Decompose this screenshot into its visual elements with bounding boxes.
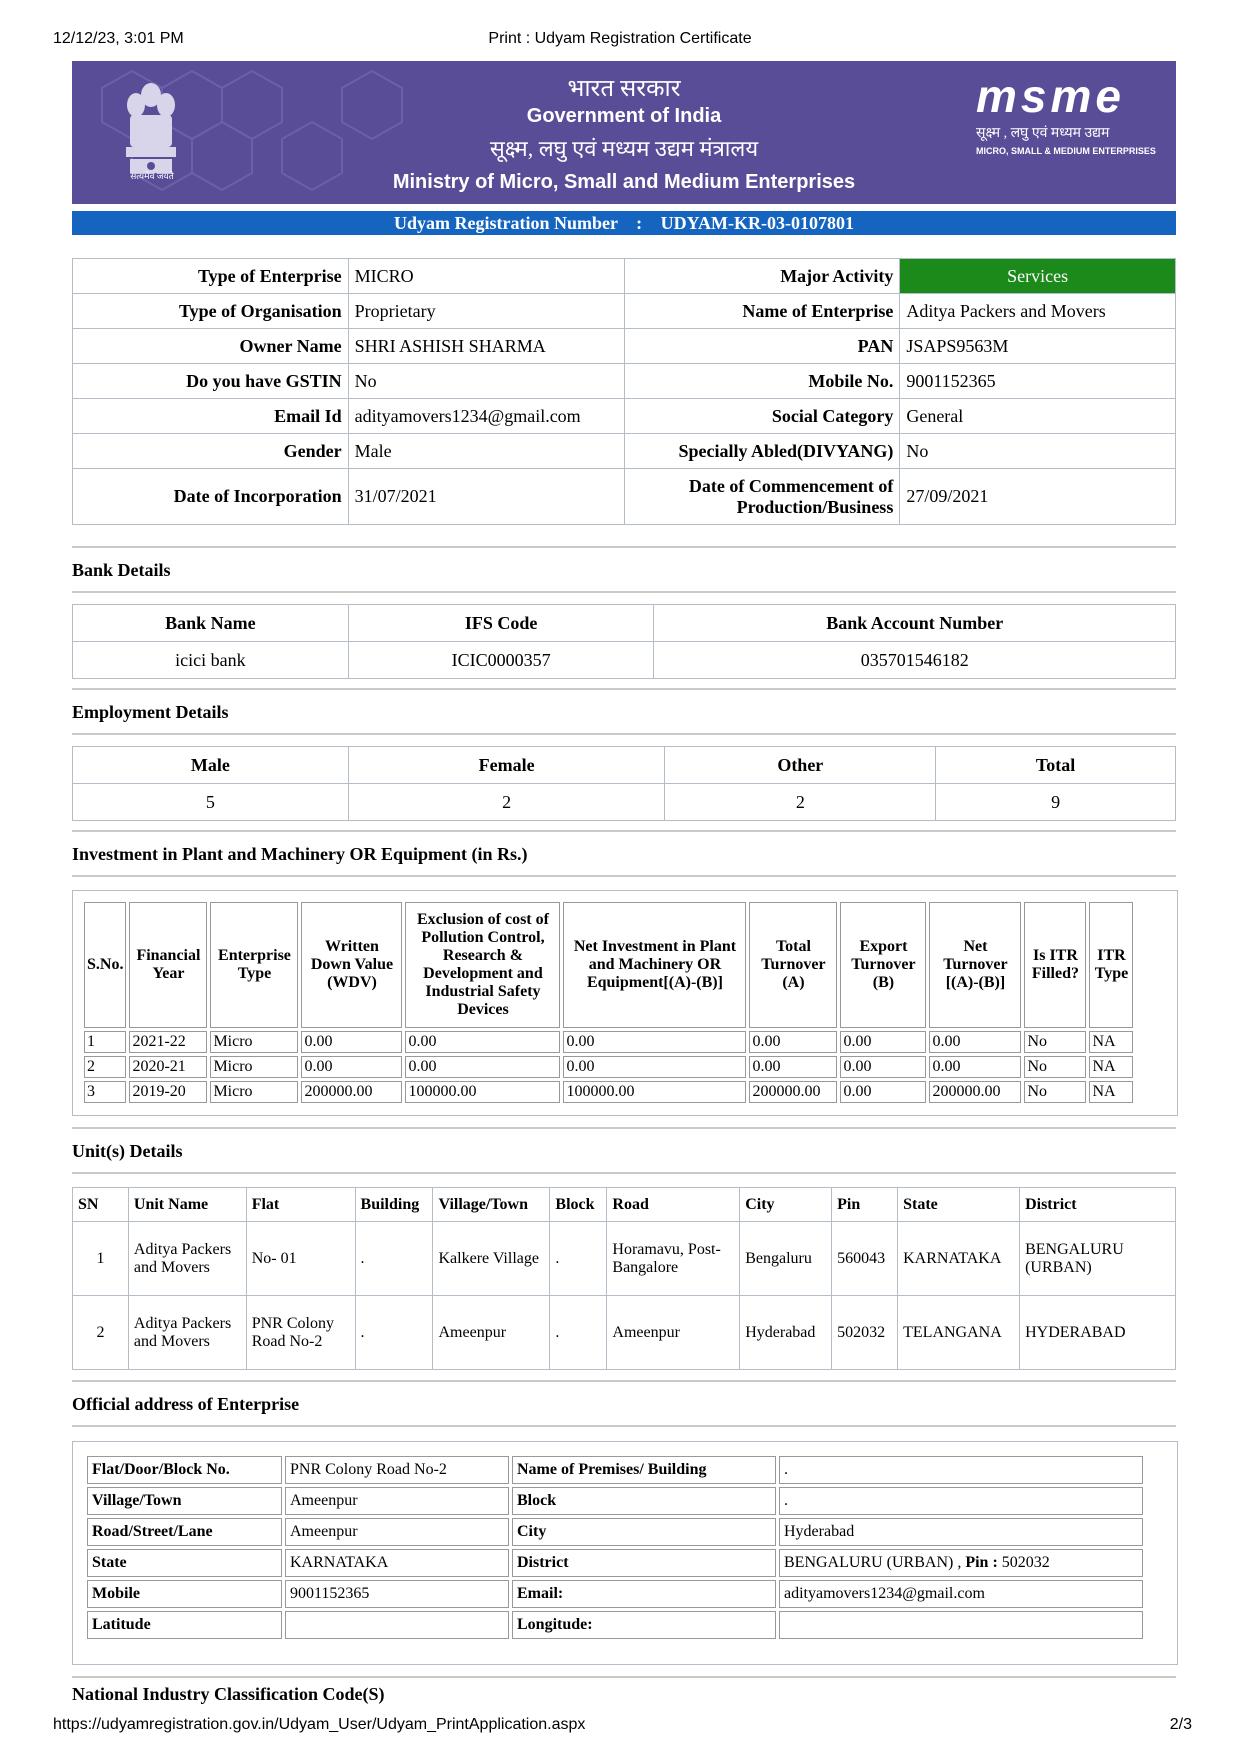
table-header-row	[84, 902, 1133, 1028]
table-cell: 0.00	[563, 1056, 746, 1078]
column-header: Total	[936, 747, 1176, 784]
address-value: .	[779, 1487, 1143, 1515]
column-header: Block	[550, 1188, 607, 1222]
table-cell: PNR Colony Road No-2	[246, 1296, 355, 1370]
column-header: Bank Name	[73, 605, 349, 642]
column-header: ITR Type	[1089, 902, 1133, 1028]
table-cell: icici bank	[73, 642, 349, 679]
table-cell: Horamavu, Post-Bangalore	[607, 1222, 740, 1296]
column-header: Net Investment in Plant and Machinery OR Equipment[(A)-(B)]	[563, 902, 746, 1028]
table-cell: ICIC0000357	[348, 642, 654, 679]
info-row	[73, 259, 1176, 294]
banner-government: Government of India	[526, 105, 722, 127]
table-row	[87, 1487, 1143, 1515]
table-cell: 2	[348, 784, 665, 821]
info-value: adityamovers1234@gmail.com	[348, 399, 624, 434]
banner-hindi-ministry: सूक्ष्म, लघु एवं मध्यम उद्यम मंत्रालय	[489, 136, 759, 161]
table-row	[84, 1081, 1133, 1103]
info-value: 31/07/2021	[348, 469, 624, 525]
info-row	[73, 329, 1176, 364]
page-number: 2/3	[1169, 1716, 1192, 1733]
registration-label: Udyam Registration Number	[394, 213, 618, 233]
column-header: Pin	[832, 1188, 898, 1222]
enterprise-info-table	[72, 258, 1176, 525]
divider	[72, 591, 1176, 593]
table-cell: 560043	[832, 1222, 898, 1296]
divider	[72, 733, 1176, 735]
table-cell: Aditya Packers and Movers	[128, 1296, 246, 1370]
info-label: Date of Incorporation	[73, 469, 349, 525]
table-header-row	[73, 1188, 1176, 1222]
address-label: Flat/Door/Block No.	[87, 1456, 282, 1484]
print-datetime: 12/12/23, 3:01 PM	[53, 30, 184, 47]
address-label: City	[512, 1518, 776, 1546]
column-header: Flat	[246, 1188, 355, 1222]
info-value: General	[900, 399, 1176, 434]
table-cell: Kalkere Village	[433, 1222, 550, 1296]
table-cell: 2020-21	[129, 1056, 207, 1078]
divider	[72, 1380, 1176, 1382]
address-label: Village/Town	[87, 1487, 282, 1515]
table-row	[87, 1456, 1143, 1484]
table-cell: 3	[84, 1081, 126, 1103]
table-row	[73, 1296, 1176, 1370]
table-cell: 2019-20	[129, 1081, 207, 1103]
column-header: Male	[73, 747, 349, 784]
table-cell: 2	[84, 1056, 126, 1078]
table-cell: NA	[1089, 1081, 1133, 1103]
address-label: Longitude:	[512, 1611, 776, 1639]
column-header: Financial Year	[129, 902, 207, 1028]
table-cell: 0.00	[563, 1031, 746, 1053]
info-label: Mobile No.	[624, 364, 900, 399]
address-value: Ameenpur	[285, 1487, 509, 1515]
pin-value: 502032	[1001, 1554, 1050, 1571]
address-label: Latitude	[87, 1611, 282, 1639]
table-cell: No	[1024, 1056, 1086, 1078]
employment-table	[72, 746, 1176, 821]
column-header: S.No.	[84, 902, 126, 1028]
table-cell: NA	[1089, 1056, 1133, 1078]
address-label: Road/Street/Lane	[87, 1518, 282, 1546]
column-header: District	[1020, 1188, 1176, 1222]
table-cell: BENGALURU (URBAN)	[1020, 1222, 1176, 1296]
table-cell: Micro	[210, 1056, 298, 1078]
column-header: Building	[355, 1188, 433, 1222]
divider	[72, 1425, 1176, 1427]
info-label: Gender	[73, 434, 349, 469]
table-cell: TELANGANA	[898, 1296, 1020, 1370]
address-label: Mobile	[87, 1580, 282, 1608]
info-row	[73, 434, 1176, 469]
table-cell: Ameenpur	[433, 1296, 550, 1370]
column-header: Female	[348, 747, 665, 784]
table-cell: .	[355, 1222, 433, 1296]
banner-hindi-government: भारत सरकार	[567, 76, 681, 102]
table-cell: 0.00	[749, 1056, 837, 1078]
table-cell: Micro	[210, 1031, 298, 1053]
info-label: Type of Enterprise	[73, 259, 349, 294]
divider	[72, 1676, 1176, 1678]
table-cell: 100000.00	[405, 1081, 560, 1103]
column-header: Export Turnover (B)	[840, 902, 926, 1028]
units-table	[72, 1187, 1176, 1370]
bank-table	[72, 604, 1176, 679]
address-table	[84, 1453, 1146, 1642]
column-header: SN	[73, 1188, 129, 1222]
address-value: adityamovers1234@gmail.com	[779, 1580, 1143, 1608]
address-box	[72, 1441, 1178, 1665]
table-cell: .	[355, 1296, 433, 1370]
column-header: Total Turnover (A)	[749, 902, 837, 1028]
table-cell: 0.00	[749, 1031, 837, 1053]
table-cell: 5	[73, 784, 349, 821]
column-header: Village/Town	[433, 1188, 550, 1222]
table-cell: 200000.00	[301, 1081, 402, 1103]
table-row	[87, 1549, 1143, 1577]
emblem-motto: सत्यमेव जयते	[130, 171, 174, 181]
unit-details-title: Unit(s) Details	[72, 1141, 183, 1161]
table-row	[87, 1518, 1143, 1546]
employment-details-title: Employment Details	[72, 702, 229, 722]
major-activity-value: Services	[900, 259, 1176, 294]
info-row	[73, 469, 1176, 525]
info-row	[73, 294, 1176, 329]
table-cell: 502032	[832, 1296, 898, 1370]
msme-logo	[976, 70, 1156, 183]
divider	[72, 1172, 1176, 1174]
table-cell: 0.00	[405, 1056, 560, 1078]
info-value: Proprietary	[348, 294, 624, 329]
nic-code-title: National Industry Classification Code(S)	[72, 1684, 385, 1704]
table-cell: 1	[84, 1031, 126, 1053]
table-row	[84, 1056, 1133, 1078]
address-value: KARNATAKA	[285, 1549, 509, 1577]
address-label: Email:	[512, 1580, 776, 1608]
table-row	[73, 1222, 1176, 1296]
info-label: Social Category	[624, 399, 900, 434]
info-row	[73, 399, 1176, 434]
address-value: Hyderabad	[779, 1518, 1143, 1546]
info-value: SHRI ASHISH SHARMA	[348, 329, 624, 364]
info-value: JSAPS9563M	[900, 329, 1176, 364]
table-cell: 0.00	[840, 1081, 926, 1103]
registration-number: UDYAM-KR-03-0107801	[660, 213, 854, 233]
divider	[72, 875, 1176, 877]
ministry-banner	[72, 61, 1176, 204]
msme-caption: MICRO, SMALL & MEDIUM ENTERPRISES	[976, 146, 1156, 156]
info-label: PAN	[624, 329, 900, 364]
table-cell: 0.00	[929, 1056, 1021, 1078]
table-cell: 1	[73, 1222, 129, 1296]
address-value	[779, 1611, 1143, 1639]
table-header-row	[73, 747, 1176, 784]
column-header: IFS Code	[348, 605, 654, 642]
address-label: Block	[512, 1487, 776, 1515]
table-cell: No	[1024, 1081, 1086, 1103]
info-label: Owner Name	[73, 329, 349, 364]
address-value: 9001152365	[285, 1580, 509, 1608]
table-cell: HYDERABAD	[1020, 1296, 1176, 1370]
column-header: City	[740, 1188, 832, 1222]
registration-number-bar	[72, 211, 1176, 235]
table-cell: 035701546182	[654, 642, 1176, 679]
table-cell: No	[1024, 1031, 1086, 1053]
info-value: No	[900, 434, 1176, 469]
column-header: Written Down Value (WDV)	[301, 902, 402, 1028]
address-value	[285, 1611, 509, 1639]
table-cell: NA	[1089, 1031, 1133, 1053]
table-cell: KARNATAKA	[898, 1222, 1020, 1296]
table-cell: 200000.00	[929, 1081, 1021, 1103]
address-value: .	[779, 1456, 1143, 1484]
table-cell: .	[550, 1222, 607, 1296]
investment-box	[72, 890, 1178, 1116]
info-label: Major Activity	[624, 259, 900, 294]
print-header	[0, 30, 1240, 50]
address-value: PNR Colony Road No-2	[285, 1456, 509, 1484]
column-header: Bank Account Number	[654, 605, 1176, 642]
table-cell: 0.00	[301, 1031, 402, 1053]
table-cell: 2	[665, 784, 936, 821]
table-cell: Aditya Packers and Movers	[128, 1222, 246, 1296]
address-label: State	[87, 1549, 282, 1577]
info-label-line: Production/Business	[736, 496, 894, 517]
table-row	[87, 1580, 1143, 1608]
msme-wordmark: msme	[976, 70, 1125, 122]
column-header: Enterprise Type	[210, 902, 298, 1028]
info-value: No	[348, 364, 624, 399]
column-header: Other	[665, 747, 936, 784]
address-value	[779, 1549, 1143, 1577]
info-value: 27/09/2021	[900, 469, 1176, 525]
table-cell: 9	[936, 784, 1176, 821]
pin-label: Pin :	[965, 1554, 998, 1571]
info-label: Email Id	[73, 399, 349, 434]
table-row	[73, 784, 1176, 821]
banner-ministry: Ministry of Micro, Small and Medium Enterprises	[392, 171, 856, 193]
table-row	[87, 1611, 1143, 1639]
registration-separator: :	[636, 213, 643, 233]
print-title: Print : Udyam Registration Certificate	[488, 30, 752, 47]
table-cell: .	[550, 1296, 607, 1370]
info-label: Do you have GSTIN	[73, 364, 349, 399]
table-header-row	[73, 605, 1176, 642]
table-cell: 0.00	[840, 1056, 926, 1078]
divider	[72, 546, 1176, 548]
column-header: Is ITR Filled?	[1024, 902, 1086, 1028]
info-label-line: Date of Commencement of	[688, 475, 894, 496]
district-value: BENGALURU (URBAN) ,	[784, 1554, 966, 1571]
column-header: State	[898, 1188, 1020, 1222]
page-url: https://udyamregistration.gov.in/Udyam_User/Udyam_PrintApplication.aspx	[53, 1716, 586, 1733]
table-cell: 0.00	[840, 1031, 926, 1053]
table-row	[73, 642, 1176, 679]
info-label: Type of Organisation	[73, 294, 349, 329]
table-row	[84, 1031, 1133, 1053]
info-value: MICRO	[348, 259, 624, 294]
info-label: Name of Enterprise	[624, 294, 900, 329]
msme-hindi-caption: सूक्ष्म , लघु एवं मध्यम उद्यम	[976, 126, 1110, 141]
investment-table	[81, 899, 1136, 1106]
info-value: Aditya Packers and Movers	[900, 294, 1176, 329]
info-label: Specially Abled(DIVYANG)	[624, 434, 900, 469]
table-cell: 100000.00	[563, 1081, 746, 1103]
divider	[72, 1127, 1176, 1129]
table-cell: Bengaluru	[740, 1222, 832, 1296]
table-cell: Hyderabad	[740, 1296, 832, 1370]
table-cell: Micro	[210, 1081, 298, 1103]
info-label	[624, 469, 900, 525]
address-label: Name of Premises/ Building	[512, 1456, 776, 1484]
table-cell: 0.00	[405, 1031, 560, 1053]
table-cell: 200000.00	[749, 1081, 837, 1103]
column-header: Exclusion of cost of Pollution Control, Research & Development and Industrial Safety Devices	[405, 902, 560, 1028]
table-cell: 0.00	[301, 1056, 402, 1078]
table-cell: No- 01	[246, 1222, 355, 1296]
bank-details-title: Bank Details	[72, 560, 171, 580]
info-row	[73, 364, 1176, 399]
column-header: Net Turnover [(A)-(B)]	[929, 902, 1021, 1028]
info-value: Male	[348, 434, 624, 469]
address-label: District	[512, 1549, 776, 1577]
official-address-title: Official address of Enterprise	[72, 1394, 300, 1414]
table-cell: 0.00	[929, 1031, 1021, 1053]
table-cell: Ameenpur	[607, 1296, 740, 1370]
address-value: Ameenpur	[285, 1518, 509, 1546]
investment-title: Investment in Plant and Machinery OR Equipment (in Rs.)	[72, 844, 528, 864]
column-header: Unit Name	[128, 1188, 246, 1222]
divider	[72, 830, 1176, 832]
divider	[72, 688, 1176, 690]
info-value: 9001152365	[900, 364, 1176, 399]
column-header: Road	[607, 1188, 740, 1222]
table-cell: 2	[73, 1296, 129, 1370]
table-cell: 2021-22	[129, 1031, 207, 1053]
